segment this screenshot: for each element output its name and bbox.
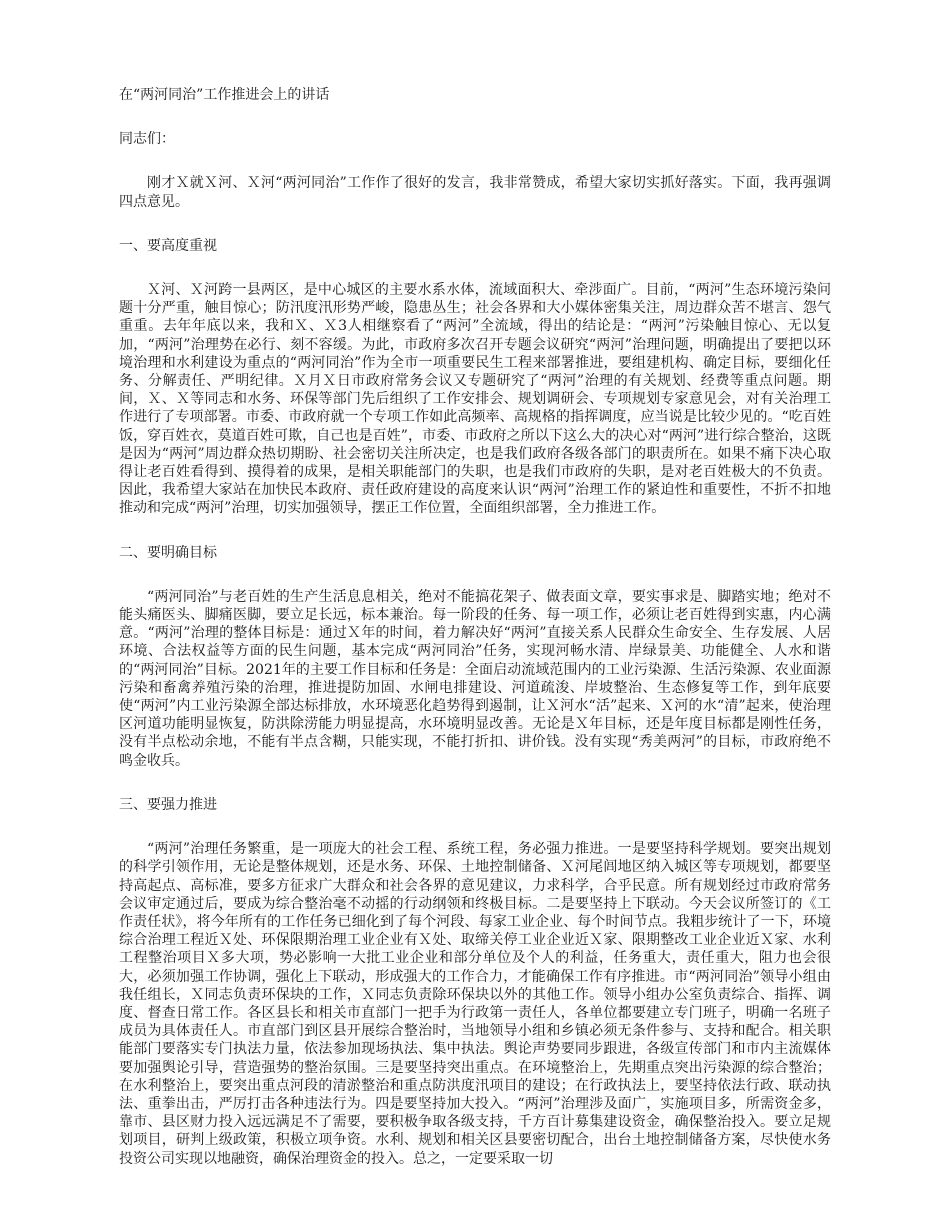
salutation: 同志们： (119, 131, 175, 148)
section-heading-3: 三、要强力推进 (119, 796, 217, 813)
intro-paragraph: 刚才Ｘ就Ｘ河、Ｘ河“两河同治”工作作了很好的发言，我非常赞成，希望大家切实抓好落实。下面，我再强调四点意见。 (119, 175, 831, 210)
section-body-1: Ｘ河、Ｘ河跨一县两区，是中心城区的主要水系水体，流域面积大、牵涉面广。目前，“两河”生态环境污染问题十分严重，触目惊心；防汛度汛形势严峻，隐患丛生；社会各界和大小媒体密集关注，周边群众苦不堪言、怨气重重。去年年底以来，我和Ｘ、Ｘ3人相继察看了“两河”全流域，得出的结论是：“两河”污染触目惊心、无以复加，“两河”治理势在必行、刻不容缓。为此，市政府多次召开专题会议研究“两河”治理问题，明确提出了要把以环境治理和水利建设为重点的“两河同治”作为全市一项重要民生工程来部署推进，要组建机构、确定目标，要细化任务、分解责任、严明纪律。Ｘ月Ｘ日市政府常务会议又专题研究了“两河”治理的有关规划、经费等重点问题。期间，Ｘ、Ｘ等同志和水务、环保等部门先后组织了工作安排会、规划调研会、专项规划专家意见会，对有关治理工作进行了专项部署。市委、市政府就一个专项工作如此高频率、高规格的指挥调度，应当说是比较少见的。“吃百姓饭，穿百姓衣，莫道百姓可欺，自己也是百姓”，市委、市政府之所以下这么大的决心对“两河”进行综合整治，这既是因为“两河”周边群众热切期盼、社会密切关注所决定，也是我们政府各级各部门的职责所在。如果不痛下决心取得让老百姓看得到、摸得着的成果，是相关职能部门的失职，也是我们市政府的失职，是对老百姓极大的不负责。因此，我希望大家站在加快民本政府、责任政府建设的高度来认识“两河”治理工作的紧迫性和重要性，不折不扣地推动和完成“两河”治理，切实加强领导，摆正工作位置，全面组织部署，全力推进工作。 (119, 282, 831, 517)
section-body-2: “两河同治”与老百姓的生产生活息息相关，绝对不能搞花架子、做表面文章，要实事求是、脚踏实地；绝对不能头痛医头、脚痛医脚，要立足长远，标本兼治。每一阶段的任务、每一项工作，必须让老百姓得到实惠，内心满意。“两河”治理的整体目标是：通过Ｘ年的时间，着力解决好“两河”直接关系人民群众生命安全、生存发展、人居环境、合法权益等方面的民生问题，基本完成“两河同治”任务，实现河畅水清、岸绿景美、功能健全、人水和谐的“两河同治”目标。2021年的主要工作目标和任务是：全面启动流域范围内的工业污染源、生活污染源、农业面源污染和畜禽养殖污染的治理，推进提防加固、水闸电排建设、河道疏浚、岸坡整治、生态修复等工作，到年底要使“两河”内工业污染源全部达标排放，水环境恶化趋势得到遏制，让Ｘ河水“活”起来、Ｘ河的水“清”起来，使治理区河道功能明显恢复，防洪除涝能力明显提高，水环境明显改善。无论是Ｘ年目标，还是年度目标都是刚性任务，没有半点松动余地，不能有半点含糊，只能实现，不能打折扣、讲价钱。没有实现“秀美两河”的目标，市政府绝不鸣金收兵。 (119, 588, 831, 769)
section-heading-1: 一、要高度重视 (119, 237, 217, 254)
document-page (119, 86, 831, 1194)
document-title: 在“两河同治”工作推进会上的讲话 (119, 87, 330, 103)
section-heading-2: 二、要明确目标 (119, 544, 217, 561)
section-body-3: “两河”治理任务繁重，是一项庞大的社会工程、系统工程，务必强力推进。一是要坚持科学规划。要突出规划的科学引领作用，无论是整体规划，还是水务、环保、土地控制储备、Ｘ河尾闾地区纳入城区等专项规划，都要坚持高起点、高标准，要多方征求广大群众和社会各界的意见建议，力求科学，合乎民意。所有规划经过市政府常务会议审定通过后，要成为综合整治毫不动摇的行动纲领和终极目标。二是要坚持上下联动。今天会议所签订的《工作责任状》，将今年所有的工作任务已细化到了每个河段、每家工业企业、每个时间节点。我粗步统计了一下，环境综合治理工程近Ｘ处、环保限期治理工业企业有Ｘ处、取缔关停工业企业近Ｘ家、限期整改工业企业近Ｘ家、水利工程整治项目Ｘ多大项，势必影响一大批工业企业和部分单位及个人的利益，任务重大，责任重大，阻力也会很大，必须加强工作协调，强化上下联动，形成强大的工作合力，才能确保工作有序推进。市“两河同治”领导小组由我任组长，Ｘ同志负责环保块的工作，Ｘ同志负责除环保块以外的其他工作。领导小组办公室负责综合、指挥、调度、督查日常工作。各区县长和相关市直部门一把手为行政第一责任人，各单位都要建立专门班子，明确一名班子成员为具体责任人。市直部门到区县开展综合整治时，当地领导小组和乡镇必须无条件参与、支持和配合。相关职能部门要落实专门执法力量，依法参加现场执法、集中执法。舆论声势要同步跟进，各级宣传部门和市内主流媒体要加强舆论引导，营造强势的整治氛围。三是要坚持突出重点。在环境整治上，先期重点突出污染源的综合整治；在水利整治上，要突出重点河段的清淤整治和重点防洪度汛项目的建设；在行政执法上，要坚持依法行政、联动执法、重拳出击，严厉打击各种违法行为。四是要坚持加大投入。“两河”治理涉及面广，实施项目多，所需资金多，靠市、县区财力投入远远满足不了需要，要积极争取各级支持，千方百计募集建设资金，确保整治投入。要立足规划项目，研判上级政策，积极立项争资。水利、规划和相关区县要密切配合，出台土地控制储备方案，尽快使水务投资公司实现以地融资，确保治理资金的投入。总之，一定要采取一切 (119, 841, 831, 1167)
